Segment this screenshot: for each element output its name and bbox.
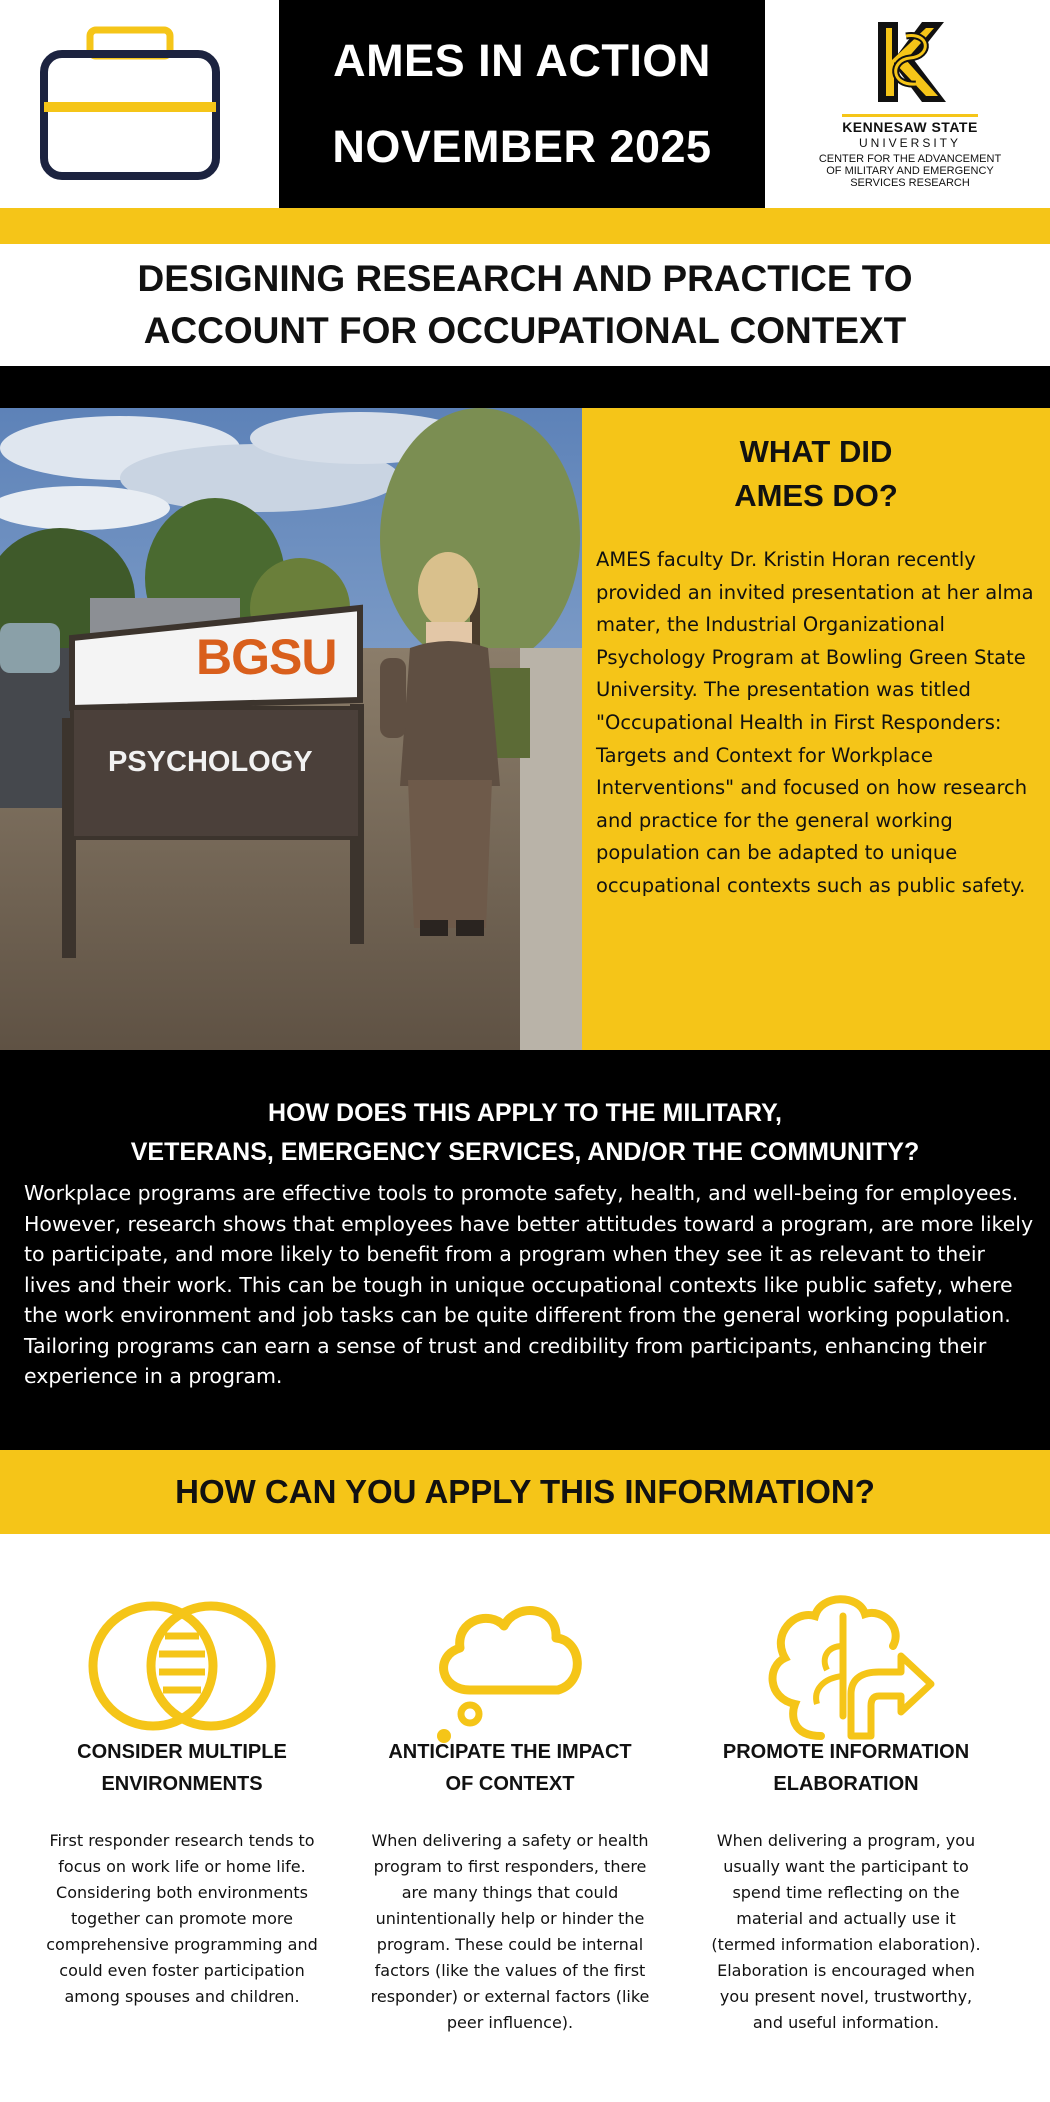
sign-brand <box>196 628 336 686</box>
ksu-monogram-icon <box>860 14 960 110</box>
how-apply-title <box>0 1094 1050 1172</box>
how-can-you-apply-banner <box>0 1450 1050 1534</box>
what-did-title <box>582 430 1050 518</box>
tip-title-context <box>340 1736 680 1800</box>
ksu-name: KENNESAW STATE <box>842 114 978 135</box>
tip-column-context <box>340 1534 680 2102</box>
tip-body-elaboration: When delivering a program, you usually want the participant to spend time reflecting on the material and actually use it (termed information elaboration). Elaboration is encouraged when you present novel, trustworthy, and useful information. <box>711 1831 981 2032</box>
tip-title-elaboration <box>676 1736 1016 1800</box>
newsletter-date: NOVEMBER 2025 <box>332 121 712 172</box>
headline-line-2: ACCOUNT FOR OCCUPATIONAL CONTEXT <box>143 310 907 351</box>
newsletter-header <box>0 0 1050 208</box>
how-apply-body: Workplace programs are effective tools to promote safety, health, and well-being for employees. However, research shows that employees have better attitudes toward a program, are more likely to participate, and more likely to benefit from a program when they see it as relevant to their lives and their work. This can be tough in unique occupational contexts like public safety, where the work environment and job tasks can be quite different from the general working population. Tailoring programs can earn a sense of trust and credibility from participants, enhancing their experience in a program. <box>24 1181 1034 1388</box>
what-did-body: AMES faculty Dr. Kristin Horan recently provided an invited presentation at her alma mater, the Industrial Organizational Psychology Program at Bowling Green State University. The presentation was titled "Occupational Health in First Responders: Targets and Context for Workplace Interventions" and focused on how research and practice for the general working population can be adapted to unique occupational contexts such as public safety. <box>596 548 1034 897</box>
tip-title-line-1: ANTICIPATE THE IMPACT <box>388 1741 632 1763</box>
sign-text: PSYCHOLOGY <box>108 746 313 778</box>
tip-body-environments: First responder research tends to focus on work life or home life. Considering both environments together can promote more comprehensive programming and could even foster participation among spouses and children. <box>46 1831 318 2006</box>
header-divider <box>0 208 1050 244</box>
overlapping-circles-icon <box>12 1576 352 1756</box>
section-divider <box>0 366 1050 408</box>
how-apply-title-line-2: VETERANS, EMERGENCY SERVICES, AND/OR THE COMMUNITY? <box>130 1138 920 1166</box>
newsletter-title: AMES IN ACTION <box>333 35 711 86</box>
tip-title-line-2: ELABORATION <box>773 1773 919 1795</box>
ksu-university: UNIVERSITY <box>858 136 961 150</box>
tip-body-context: When delivering a safety or health program to first responders, there are many things that could unintentionally help or hinder the program. These could be internal factors (like the values of the first responder) or external factors (like peer influence). <box>370 1831 650 2032</box>
brain-arrow-icon <box>676 1576 1016 1756</box>
how-does-this-apply-section <box>0 1050 1050 1450</box>
tip-column-elaboration <box>676 1534 1016 2102</box>
what-did-title-line-1: WHAT DID <box>739 434 893 469</box>
what-did-ames-do-panel <box>582 408 1050 1050</box>
ksu-center-line3: SERVICES RESEARCH <box>850 177 970 189</box>
headline-line-1: DESIGNING RESEARCH AND PRACTICE TO <box>137 258 913 299</box>
what-did-title-line-2: AMES DO? <box>734 478 898 513</box>
sign-brand-text: BGSU <box>196 629 337 685</box>
how-can-you-apply-title: HOW CAN YOU APPLY THIS INFORMATION? <box>175 1473 875 1510</box>
how-apply-title-line-1: HOW DOES THIS APPLY TO THE MILITARY, <box>268 1099 782 1127</box>
tip-title-line-2: OF CONTEXT <box>445 1773 575 1795</box>
ksu-center-line2: OF MILITARY AND EMERGENCY <box>826 165 994 177</box>
tip-title-line-1: PROMOTE INFORMATION <box>722 1741 970 1763</box>
newsletter-title-box <box>279 0 765 208</box>
briefcase-icon <box>40 24 220 184</box>
tip-title-environments <box>12 1736 352 1800</box>
tip-title-line-1: CONSIDER MULTIPLE <box>77 1741 287 1763</box>
tip-title-line-2: ENVIRONMENTS <box>101 1773 263 1795</box>
thought-cloud-icon <box>340 1576 680 1756</box>
ksu-center-line1: CENTER FOR THE ADVANCEMENT <box>818 153 1002 165</box>
event-photo <box>0 408 582 1050</box>
page-headline <box>0 244 1050 366</box>
ksu-logo <box>790 14 1030 204</box>
tip-column-environments <box>12 1534 352 2102</box>
